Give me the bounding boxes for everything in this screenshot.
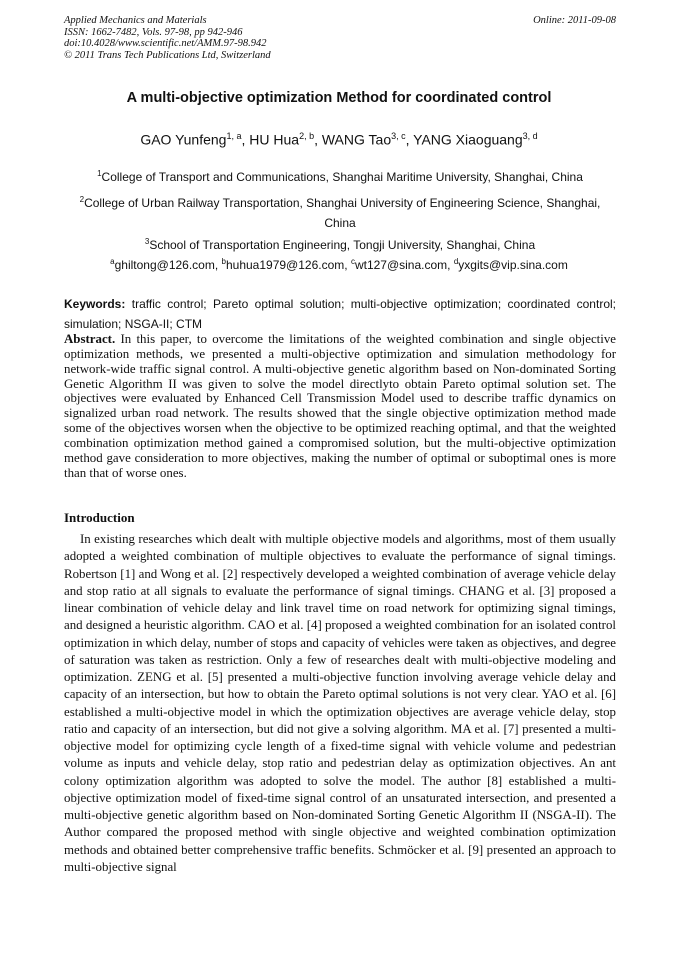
affiliation-2: [64, 190, 616, 233]
author-sup: 3, c: [391, 131, 406, 141]
doi-line: doi:10.4028/www.scientific.net/AMM.97-98.942: [64, 38, 267, 50]
affiliation-sup: 3: [144, 237, 150, 246]
email-sup: d: [453, 257, 459, 266]
online-date: Online: 2011-09-08: [533, 15, 616, 26]
author-name: YANG Xiaoguang: [413, 131, 523, 148]
affiliation-text: School of Transportation Engineering, Tongji University, Shanghai, China: [149, 238, 536, 252]
email-list: $^a$ghiltong@126.com, $^b$huhua1979@126.com, $^c$wt127@sina.com, $^d$yxgits@vip.sina.com: [110, 257, 568, 272]
affiliation-text: College of Transport and Communications, Shanghai Maritime University, Shanghai, China: [101, 170, 583, 184]
abstract-label: Abstract.: [64, 332, 116, 346]
abstract-text: In this paper, to overcome the limitations of the weighted combination and single objective optimization methods, we presented a multi-objective optimization and simulation methodology for network-wide traffic signal control. A multi-objective genetic algorithm based on Non-dominated Sorting Genetic Algorithm II was given to solve the model directlyto obtain Pareto optimal solution set. The objectives were evaluated by Enhanced Cell Transmission Model used to describe traffic dynamics on signalized urban road network. The results showed that the single objective optimization method made some of the objectives worsen when the objective to be optimized reaching optimal, and that the weighted combination optimization method gained a compromised solution, but the multi-objective optimization method gave consideration to more objectives, making the number of optimal or suboptimal ones is more than that of worse ones.: [64, 332, 617, 480]
author-name: WANG Tao: [321, 131, 392, 148]
journal-header: [64, 15, 616, 61]
author-name: HU Hua: [249, 131, 300, 148]
affiliation-text: College of Urban Railway Transportation, Shanghai University of Engineering Science, Shanghai, China: [84, 196, 601, 230]
affiliation-sup: 1: [97, 169, 102, 178]
email-address[interactable]: huhua1979@126.com: [225, 258, 345, 272]
email-sup: a: [110, 257, 115, 266]
keywords-text: traffic control; Pareto optimal solution; multi-objective optimization; coordinated control; simulation; NSGA-II; CTM: [64, 297, 616, 331]
email-address[interactable]: wt127@sina.com: [354, 258, 448, 272]
introduction-heading: Introduction: [64, 510, 135, 525]
author-sup: 3, d: [522, 131, 538, 141]
paper-title: A multi-objective optimization Method for coordinated control: [126, 90, 552, 106]
email-sup: b: [221, 257, 226, 266]
author-sup: 2, b: [299, 131, 315, 141]
author-sup: 1, a: [226, 131, 242, 141]
keywords-block: [64, 294, 616, 334]
email-address[interactable]: yxgits@vip.sina.com: [458, 258, 568, 272]
introduction-paragraph: In existing researches which dealt with multiple objective models and algorithms, most of them usually adopted a weighted combination of multiple objectives to evaluate the performance of signal timings. Robertson [1] and Wong et al. [2] respectively developed a weighted combination of average vehicle delay and stop ratio at all signals to evaluate the performance of signal timings. CHANG et al. [3] proposed a linear combination of vehicle delay and link travel time on road network for optimizing signal timings, and designed a heuristic algorithm. CAO et al. [4] proposed a weighted combination for an isolated control optimization in which delay, number of stops and capacity of vehicles were taken as objectives, and degree of saturation was taken as restriction. Only a few of researches dealt with multi-objective modeling and optimization. ZENG et al. [5] presented a multi-objective function involving average vehicle delay and capacity of an intersection, but how to obtain the Pareto optimal solutions is not very clear. YAO et al. [6] established a multi-objective model in which the optimization objectives are average vehicle delay, stop ratio and capacity of an intersection, but did not give a solving algorithm. MA et al. [7] presented a multi-objective model for optimizing cycle length of a fixed-time signal with vehicle volume and pedestrian volume as inputs and vehicle delay, stop ratio and pedestrian delay as optimization objectives. An ant colony optimization algorithm was adopted to solve the model. The author [8] established a multi-objective optimization model of fixed-time signal control of an unsaturated intersection, and presented a multi-objective genetic algorithm based on Non-dominated Sorting Genetic Algorithm II (NSGA-II). The Author compared the proposed method with single objective and weighted combination optimization methods and obtained better comprehensive traffic benefits. Schmöcker et al. [9] presented an approach to multi-objective signal: [64, 532, 616, 874]
issn-line: ISSN: 1662-7482, Vols. 97-98, pp 942-946: [64, 26, 243, 38]
affiliation-1: [64, 164, 616, 187]
email-sup: c: [350, 257, 355, 266]
author-name: GAO Yunfeng: [140, 131, 227, 148]
keywords-label: Keywords:: [64, 297, 126, 311]
abstract-block: [64, 332, 616, 480]
author-list: GAO Yunfeng$^{1, a}$, HU Hua$^{2, b}$, WANG Tao$^{3, c}$, YANG Xiaoguang$^{3, d}$: [140, 131, 538, 148]
copyright-line: © 2011 Trans Tech Publications Ltd, Switzerland: [64, 49, 271, 61]
affiliation-sup: 2: [79, 195, 85, 204]
email-address[interactable]: ghiltong@126.com: [114, 258, 215, 272]
journal-name: Applied Mechanics and Materials: [64, 15, 207, 26]
affiliation-3: [64, 232, 616, 255]
